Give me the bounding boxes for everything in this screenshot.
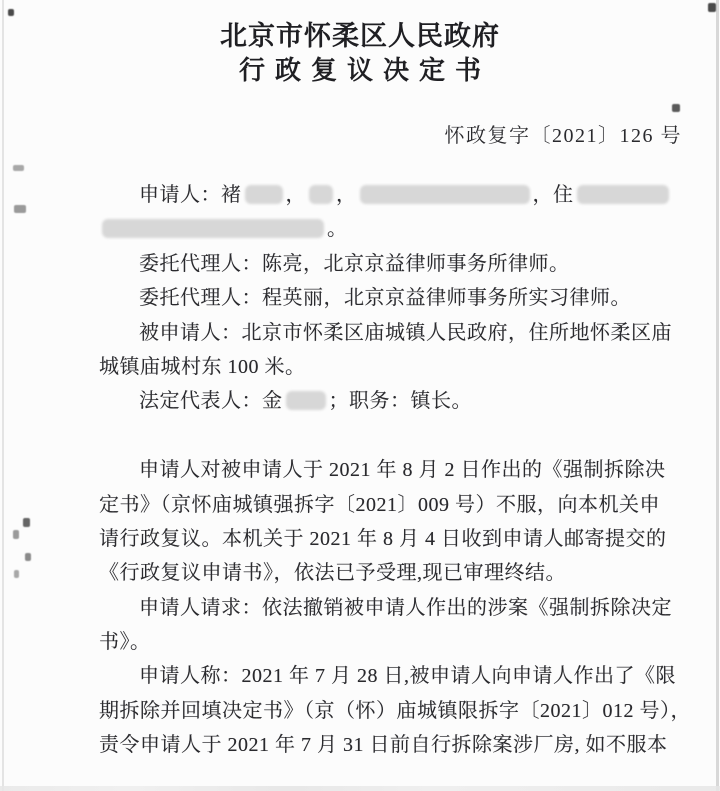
text-run: ；职务：镇长。	[328, 390, 472, 413]
scan-speck	[708, 3, 716, 12]
text-run: 期拆除并回填决定书》（京（怀）庙城镇限拆字〔2021〕012 号），	[99, 699, 691, 722]
document-title-line2: 行政复议决定书	[238, 56, 491, 85]
document-line	[99, 728, 674, 762]
text-run: ，	[336, 184, 357, 206]
scan-edge-bottom-band	[0, 786, 720, 791]
scan-speck	[23, 518, 30, 527]
text-run: 法定代表人：金	[139, 390, 283, 413]
text-run: 。	[327, 218, 348, 241]
text-run: 《行政复议申请书》，依法已予受理,现已审理终结。	[99, 562, 566, 585]
text-run: 申请人请求：依法撤销被申请人作出的涉案《强制拆除决定	[139, 596, 672, 619]
document-body	[99, 178, 691, 763]
scan-speck	[13, 165, 24, 171]
scan-speck	[14, 570, 19, 578]
scan-speck	[25, 553, 31, 561]
redaction-blur	[577, 185, 669, 204]
text-run: ，住	[532, 184, 574, 206]
text-run: 委托代理人：程英丽，北京京益律师事务所实习律师。	[139, 287, 631, 310]
text-run: 城镇庙城村东 100 米。	[99, 355, 306, 378]
redaction-blur	[102, 219, 324, 238]
redaction-blur	[309, 185, 333, 204]
scan-speck	[672, 104, 680, 112]
document-line	[99, 178, 674, 212]
document-line	[99, 625, 674, 659]
text-run: 申请人称：2021 年 7 月 28 日,被申请人向申请人作出了《限	[139, 665, 676, 688]
redaction-blur	[245, 185, 283, 204]
text-run: 责令申请人于 2021 年 7 月 31 日前自行拆除案涉厂房, 如不服本	[99, 734, 668, 757]
text-run: ，	[285, 184, 306, 206]
scan-speck	[13, 530, 19, 539]
document-number: 怀政复字〔2021〕126 号	[444, 125, 682, 147]
text-run: 申请人对被申请人于 2021 年 8 月 2 日作出的《强制拆除决	[139, 459, 666, 482]
document-line	[99, 247, 674, 281]
redaction-blur	[286, 391, 326, 410]
redaction-blur	[360, 185, 530, 204]
document-line	[99, 384, 674, 418]
document-title-line1: 北京市怀柔区人民政府	[220, 21, 500, 51]
document-line	[99, 591, 674, 625]
text-run: 请行政复议。本机关于 2021 年 8 月 4 日收到申请人邮寄提交的	[99, 527, 667, 550]
scan-speck	[14, 205, 26, 213]
document-line	[99, 522, 674, 556]
document-line	[99, 659, 674, 693]
scan-edge-right-line	[716, 0, 719, 791]
document-line	[99, 212, 674, 246]
text-run: 书》。	[99, 631, 151, 654]
document-line	[99, 453, 674, 487]
document-line	[99, 488, 674, 522]
blank-line	[99, 419, 674, 453]
document-line	[99, 350, 674, 384]
document-line	[99, 694, 691, 728]
scan-edge-left-line	[2, 0, 4, 791]
text-run: 申请人：褚	[139, 184, 242, 206]
document-line	[99, 281, 674, 315]
text-run: 被申请人：北京市怀柔区庙城镇人民政府，住所地怀柔区庙	[139, 321, 672, 344]
document-line	[99, 316, 674, 350]
document-line	[99, 556, 674, 590]
text-run: 委托代理人：陈亮，北京京益律师事务所律师。	[139, 252, 570, 275]
text-run: 定书》（京怀庙城镇强拆字〔2021〕009 号）不服，向本机关申	[99, 493, 660, 516]
